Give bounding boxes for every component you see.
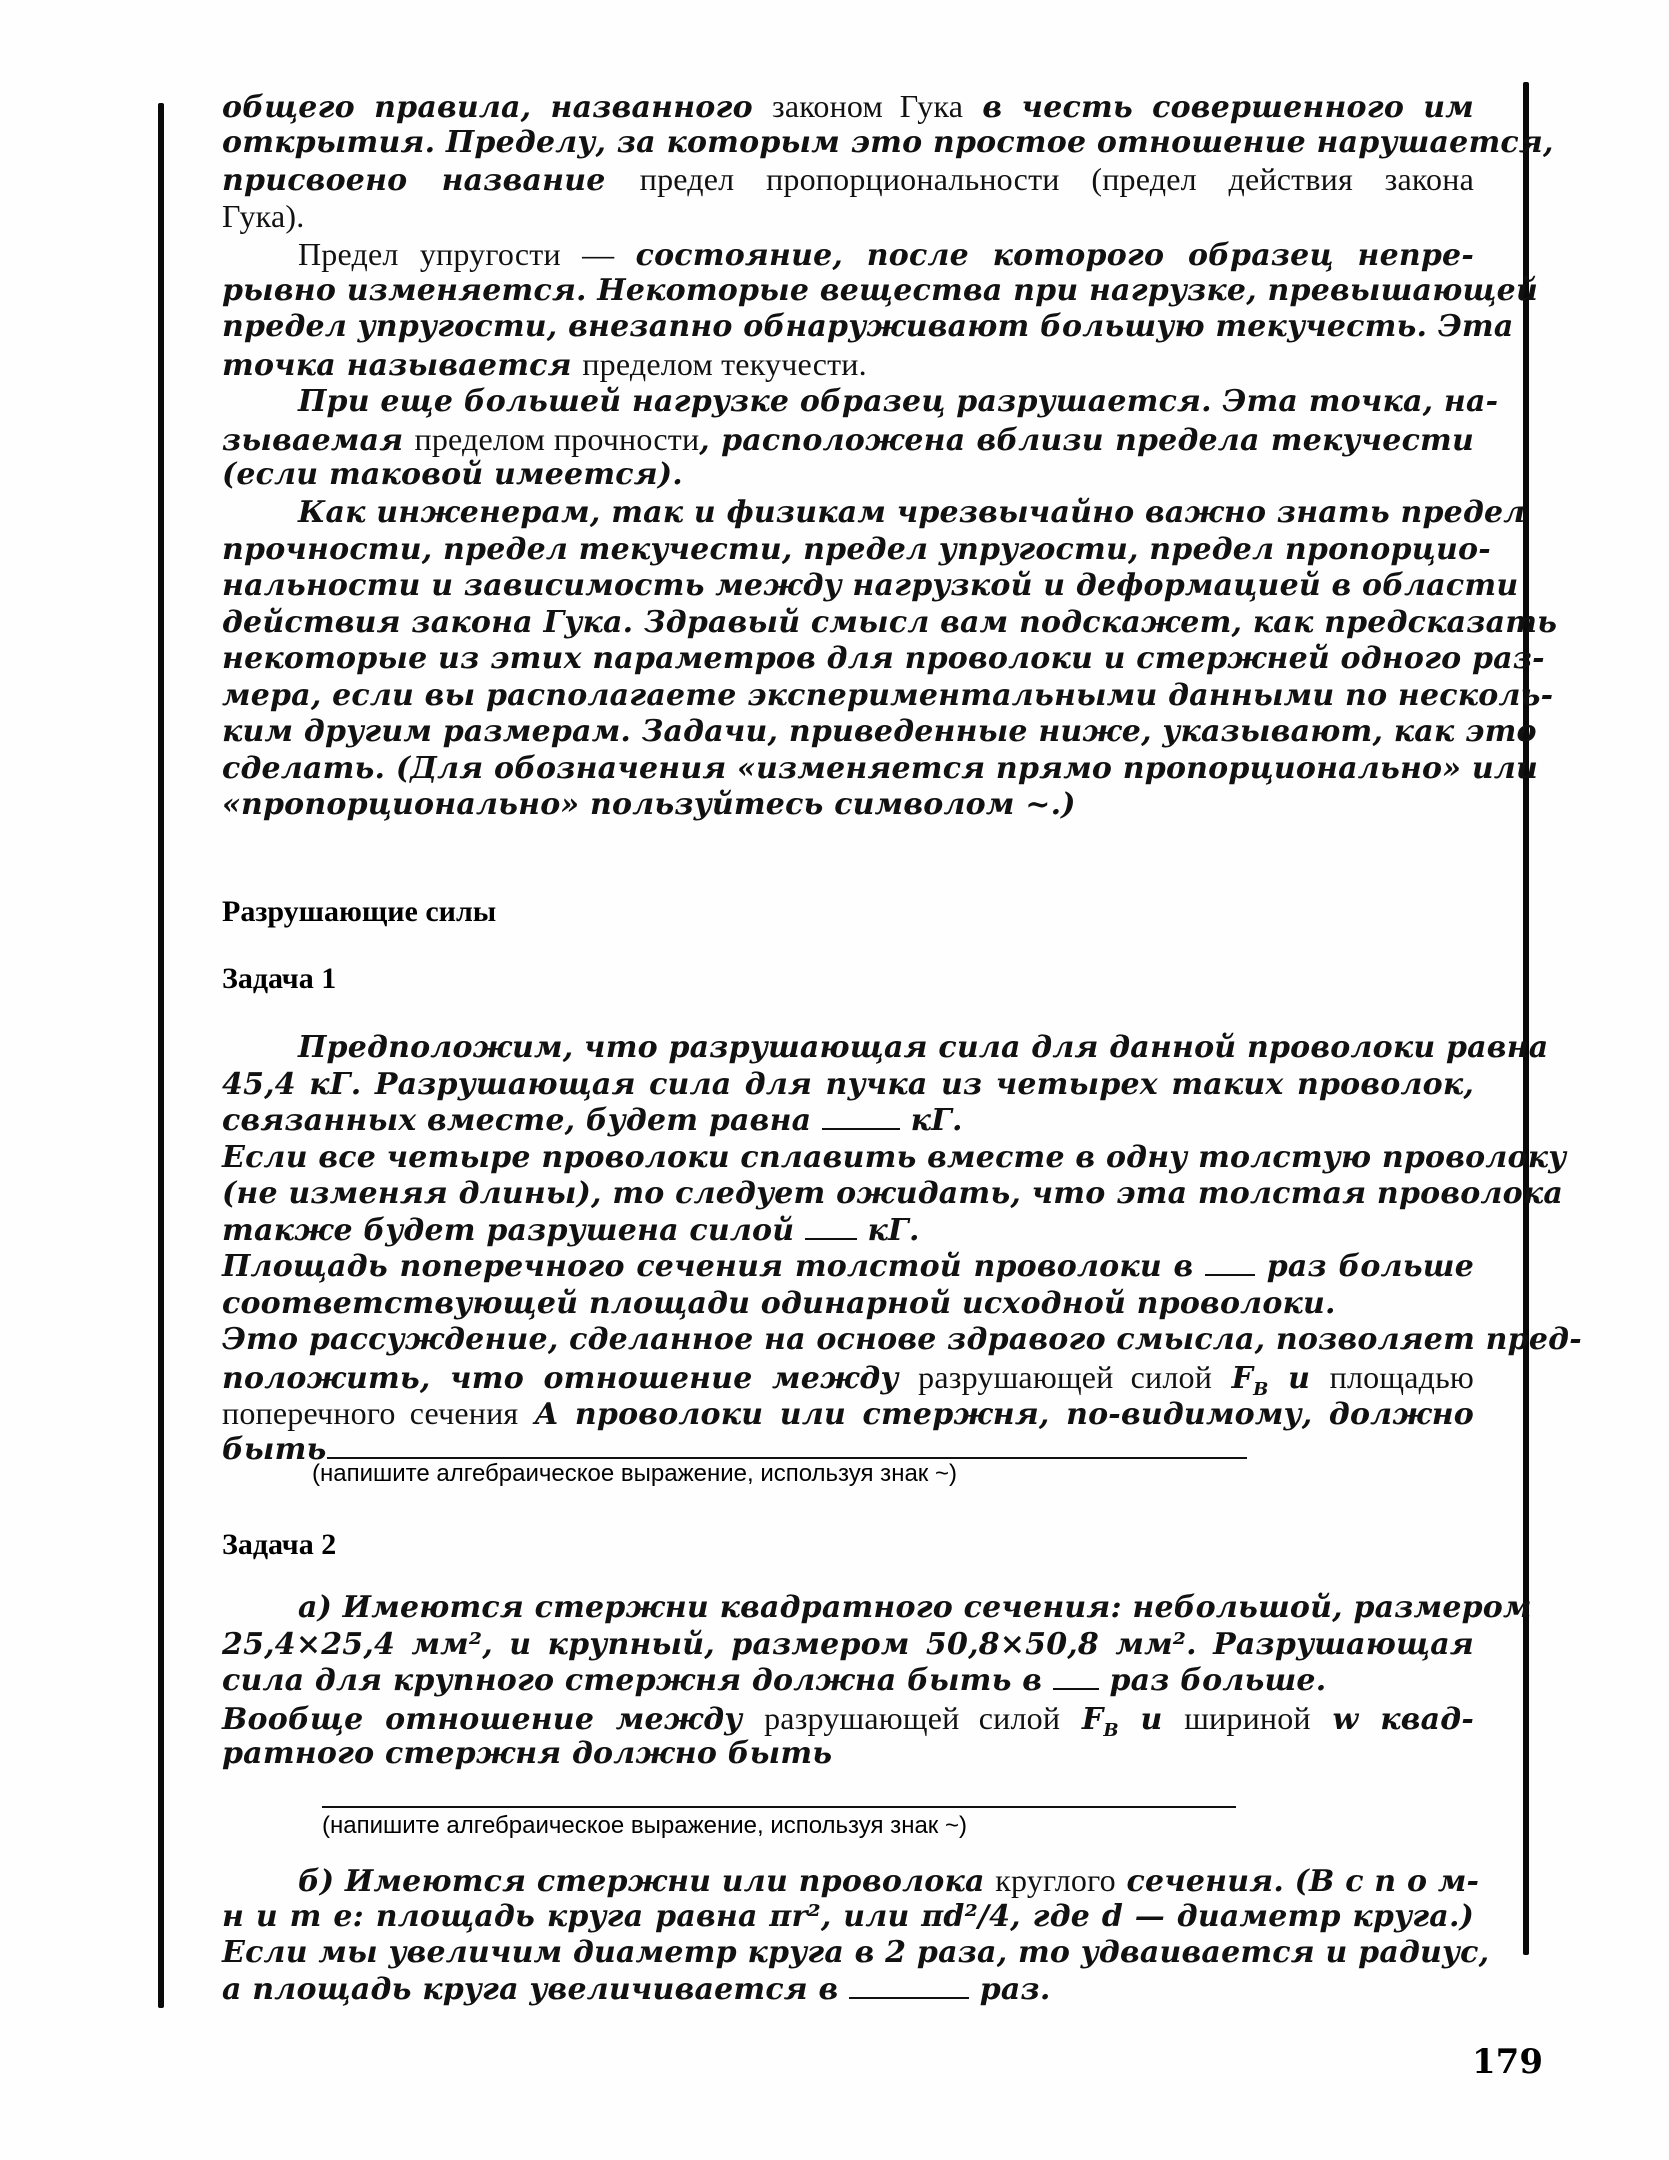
task2-heading: Задача 2 [222, 1528, 337, 1561]
page-number: 179 [1472, 2042, 1543, 2082]
text-line: рывно изменяется. Некоторые вещества при нагрузке, превышающей [222, 272, 1538, 308]
task1-expression-hint: (напишите алгебраическое выражение, используя знак ~) [312, 1460, 957, 1487]
text-line: присвоено название предел пропорциональности (предел действия закона [222, 161, 1474, 198]
text-line: открытия. Пределу, за которым это простое отношение нарушается, [222, 124, 1554, 160]
expression-answer-line[interactable] [322, 1806, 1236, 1808]
text-line: Предположим, что разрушающая сила для данной проволоки равна [298, 1030, 1549, 1065]
text-line: Вообще отношение между разрушающей силой $F_B$ и шириной w квад- [222, 1699, 1474, 1741]
section-heading: Разрушающие силы [222, 895, 497, 928]
text-line: ким другим размерам. Задачи, приведенные ниже, указывают, как это [222, 714, 1537, 749]
text-line: общего правила, названного законом Гука в честь совершенного им [222, 88, 1475, 125]
text-line: точка называется пределом текучести. [222, 345, 867, 383]
text-line: (не изменяя длины), то следует ожидать, что эта толстая проволока [222, 1176, 1563, 1211]
task2-part-b [222, 1862, 1490, 2008]
text-line: также будет разрушена силой кГ. [222, 1212, 920, 1248]
text-line: быть [222, 1432, 1474, 1469]
answer-blank[interactable] [849, 1996, 969, 1999]
text-line: Гука). [222, 197, 305, 234]
text-line: мера, если вы располагаете экспериментальными данными по несколь- [222, 677, 1554, 713]
right-margin-bar [1523, 82, 1529, 1955]
answer-blank[interactable] [1205, 1273, 1255, 1276]
intro-paragraph [222, 88, 1554, 234]
text-line: положить, что отношение между разрушающей силой $F_B$ и площадью [222, 1358, 1474, 1400]
task2-part-a [222, 1590, 1532, 1773]
answer-blank[interactable] [822, 1127, 900, 1130]
text-line: ратного стержня должно быть [222, 1736, 833, 1771]
text-line: (если таковой имеется). [222, 457, 683, 492]
text-line: а площадь круга увеличивается в раз. [222, 1971, 1051, 2007]
text-line: поперечного сечения A проволоки или стержня, по-видимому, должно [222, 1395, 1474, 1432]
text-line: нальности и зависимость между нагрузкой и деформацией в области [222, 568, 1519, 603]
text-line: Если все четыре проволоки сплавить вместе в одну толстую проволоку [222, 1139, 1567, 1175]
text-line: зываемая пределом прочности, расположена вблизи предела текучести [222, 420, 1474, 458]
text-line: Площадь поперечного сечения толстой проволоки в раз больше [222, 1249, 1474, 1284]
text-line: Если мы увеличим диаметр круга в 2 раза, то удваивается и радиус, [222, 1935, 1490, 1970]
text-line: соответствующей площади одинарной исходной проволоки. [222, 1285, 1336, 1321]
text-line: сделать. (Для обозначения «изменяется прямо пропорционально» или [222, 750, 1538, 786]
task1-heading: Задача 1 [222, 962, 337, 995]
text-line: б) Имеются стержни или проволока круглого сечения. (В с п о м- [298, 1862, 1480, 1899]
text-line: связанных вместе, будет равна кГ. [222, 1103, 963, 1138]
text-line: 45,4 кГ. Разрушающая сила для пучка из четырех таких проволок, [222, 1066, 1474, 1102]
answer-blank[interactable] [805, 1237, 857, 1240]
text-line: Это рассуждение, сделанное на основе здравого смысла, позволяет пред- [222, 1322, 1582, 1357]
engineers-paragraph [222, 495, 1558, 824]
text-line: сила для крупного стержня должна быть в раз больше. [222, 1663, 1327, 1698]
task2-expression-hint: (напишите алгебраическое выражение, используя знак ~) [322, 1812, 967, 1839]
text-line: При еще большей нагрузке образец разрушается. Эта точка, на- [298, 384, 1499, 419]
text-line: действия закона Гука. Здравый смысл вам подскажет, как предсказать [222, 604, 1558, 640]
elastic-limit-paragraph [222, 236, 1538, 383]
ultimate-strength-paragraph [222, 384, 1499, 494]
task1-body [222, 1030, 1582, 1468]
text-line: 25,4×25,4 мм², и крупный, размером 50,8×50,8 мм². Разрушающая [222, 1626, 1474, 1662]
text-line: «пропорционально» пользуйтесь символом ~.) [222, 787, 1076, 822]
text-line: предел упругости, внезапно обнаруживают большую текучесть. Эта [222, 309, 1514, 344]
text-line: Предел упругости — состояние, после которого образец непре- [298, 236, 1474, 273]
text-line: некоторые из этих параметров для проволоки и стержней одного раз- [222, 641, 1545, 676]
answer-blank[interactable] [1053, 1687, 1099, 1690]
text-line: а) Имеются стержни квадратного сечения: небольшой, размером [298, 1590, 1532, 1625]
left-margin-bar [158, 103, 164, 2008]
text-line: прочности, предел текучести, предел упругости, предел пропорцио- [222, 531, 1491, 567]
text-line: Как инженерам, так и физикам чрезвычайно важно знать предел [298, 495, 1526, 530]
text-line: н и т е: площадь круга равна πr², или πd²/4, где d — диаметр круга.) [222, 1898, 1474, 1934]
expression-answer-line[interactable] [327, 1456, 1247, 1459]
